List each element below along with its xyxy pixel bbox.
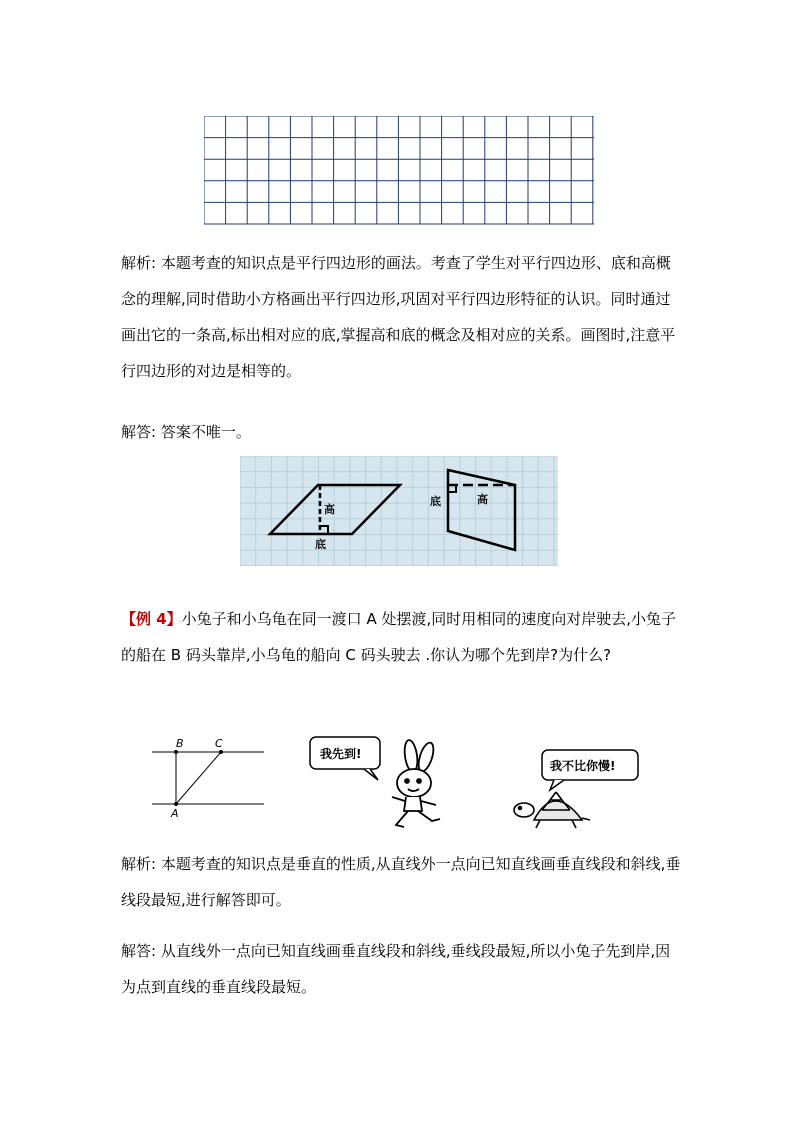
analysis-text: 本题考查的知识点是垂直的性质,从直线外一点向已知直线画垂直线段和斜线,垂线段最短,进行解答即可。: [121, 855, 681, 909]
point-b-dot: [174, 750, 178, 754]
answer-paragraph-1: [121, 414, 681, 450]
analysis-text: 本题考查的知识点是平行四边形的画法。考查了学生对平行四边形、底和高概念的理解,同时借助小方格画出平行四边形,巩固对平行四边形特征的认识。同时通过画出它的一条高,标出相对应的底,掌握高和底的概念及相对应的关系。画图时,注意平行四边形的对边是相等的。: [121, 254, 676, 380]
blank-grid: [204, 116, 596, 226]
rabbit-illustration: [308, 735, 458, 830]
example-4-text: 小兔子和小乌龟在同一渡口 A 处摆渡,同时用相同的速度向对岸驶去,小兔子的船在 B 码头靠岸,小乌龟的船向 C 码头驶去 .你认为哪个先到岸?为什么?: [121, 610, 677, 664]
turtle-speech-text: 我不比你慢!: [550, 759, 616, 773]
answer-text: 答案不唯一。: [160, 423, 251, 441]
point-a-dot: [174, 802, 178, 806]
analysis-paragraph-2: [121, 846, 681, 918]
oblique-ac: [176, 752, 221, 804]
base-label-right: 底: [430, 495, 441, 508]
analysis-paragraph-1: [121, 245, 681, 389]
answer-text: 从直线外一点向已知直线画垂直线段和斜线,垂线段最短,所以小兔子先到岸,因为点到直线的垂直线段最短。: [121, 942, 671, 996]
turtle-icon: [514, 792, 590, 828]
point-c-dot: [219, 750, 223, 754]
ferry-lines-figure: [148, 735, 266, 825]
rabbit-icon: [392, 739, 440, 827]
point-b-label: B: [176, 737, 184, 750]
analysis-label: 解析:: [121, 254, 157, 272]
analysis-label: 解析:: [121, 855, 157, 873]
point-c-label: C: [215, 737, 223, 750]
example-4-paragraph: [121, 601, 681, 673]
turtle-illustration: [506, 748, 646, 833]
answer-figure: [240, 456, 558, 566]
answer-label: 解答:: [121, 942, 157, 960]
answer-paragraph-2: [121, 933, 681, 1005]
height-label-right: 高: [477, 493, 488, 506]
answer-label: 解答:: [121, 423, 157, 441]
point-a-label: A: [171, 807, 179, 820]
base-label-left: 底: [315, 538, 326, 551]
height-label-left: 高: [324, 503, 335, 516]
rabbit-speech-text: 我先到!: [320, 747, 362, 761]
example-4-tag: 【例 4】: [121, 610, 182, 628]
